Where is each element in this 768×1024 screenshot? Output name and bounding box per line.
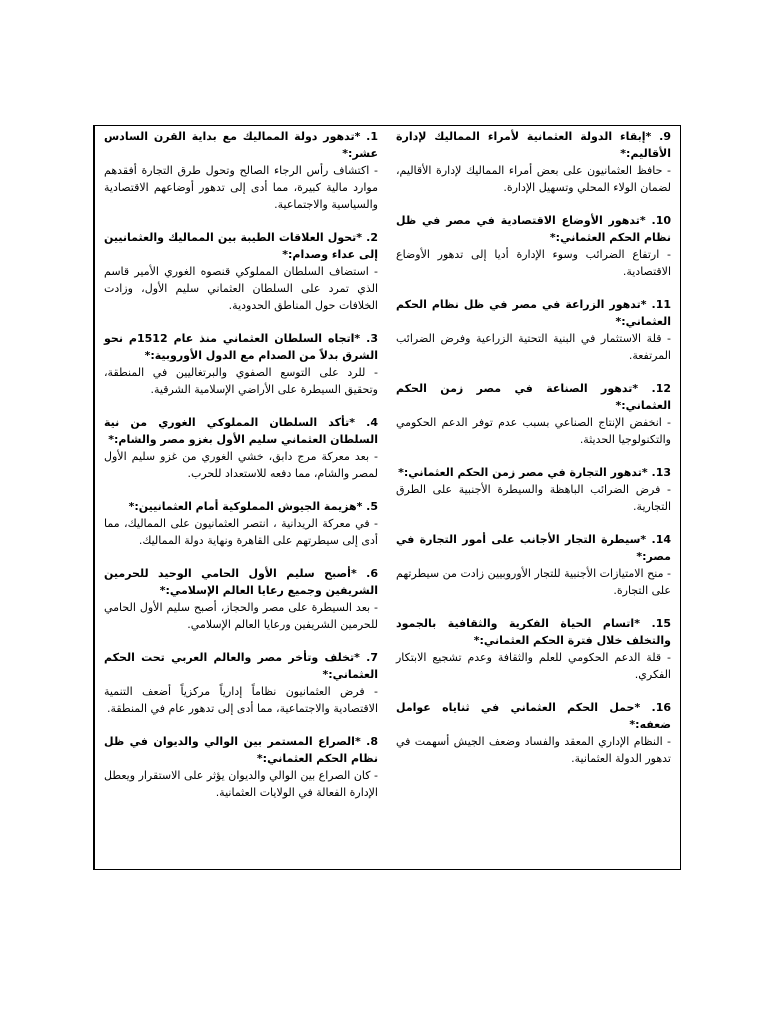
item-title: 15. *اتسام الحياة الفكرية والثقافية بالجمود والتخلف خلال فترة الحكم العثماني:*	[396, 617, 671, 647]
item-title: 11. *تدهور الزراعة في مصر في ظل نظام الحكم العثماني:*	[396, 298, 671, 328]
list-item	[104, 649, 378, 717]
left-column	[387, 126, 680, 869]
list-item	[396, 212, 671, 280]
item-body: - قلة الدعم الحكومي للعلم والثقافة وعدم تشجيع الابتكار الفكري.	[396, 651, 671, 681]
list-item	[104, 330, 378, 398]
item-body: - ارتفاع الضرائب وسوء الإدارة أديا إلى تدهور الأوضاع الاقتصادية.	[396, 248, 671, 278]
item-body: - في معركة الريدانية ، انتصر العثمانيون على المماليك، مما أدى إلى سيطرتهم على القاهرة ونهاية دولة المماليك.	[104, 517, 378, 547]
list-item	[104, 565, 378, 633]
item-body: - فرض العثمانيون نظاماً إدارياً مركزياً أضعف التنمية الاقتصادية والاجتماعية، مما أدى إلى تدهور عام في المنطقة.	[104, 685, 378, 715]
list-item	[396, 531, 671, 599]
item-title: 7. *تخلف وتأخر مصر والعالم العربي تحت الحكم العثماني:*	[104, 651, 378, 681]
item-title: 1. *تدهور دولة المماليك مع بداية القرن السادس عشر:*	[104, 130, 378, 160]
item-body: - كان الصراع بين الوالي والديوان يؤثر على الاستقرار ويعطل الإدارة الفعالة في الولايات العثمانية.	[104, 769, 378, 799]
list-item	[104, 414, 378, 482]
item-body: - استضاف السلطان المملوكي قنصوه الغوري الأمير قاسم الذي تمرد على السلطان العثماني سليم الأول، وزادت الخلافات حول المناطق الحدودية.	[104, 265, 378, 312]
item-title: 5. *هزيمة الجيوش المملوكية أمام العثمانيين:*	[128, 500, 378, 513]
list-item	[396, 699, 671, 767]
item-body: - حافظ العثمانيون على بعض أمراء المماليك لإدارة الأقاليم، لضمان الولاء المحلي وتسهيل الإدارة.	[396, 164, 671, 194]
item-body: - اكتشاف رأس الرجاء الصالح وتحول طرق التجارة أفقدهم موارد مالية كبيرة، مما أدى إلى تدهور أوضاعهم الاقتصادية والسياسية والاجتماعية.	[104, 164, 378, 211]
list-item	[396, 615, 671, 683]
right-column	[94, 126, 387, 869]
item-title: 16. *حمل الحكم العثماني في ثناياه عوامل ضعفه:*	[396, 701, 671, 731]
item-body: - للرد على التوسع الصفوي والبرتغاليين في المنطقة، وتحقيق السيطرة على الأراضي الإسلامية الشرقية.	[104, 366, 378, 396]
item-body: - منح الامتيازات الأجنبية للتجار الأوروبيين زادت من سيطرتهم على التجارة.	[396, 567, 671, 597]
item-title: 4. *تأكد السلطان المملوكي الغوري من نية السلطان العثماني سليم الأول بغزو مصر والشام:*	[104, 416, 378, 446]
item-title: 6. *أصبح سليم الأول الحامي الوحيد للحرمين الشريفين وجميع رعايا العالم الإسلامي:*	[104, 567, 378, 597]
item-title: 12. *تدهور الصناعة في مصر زمن الحكم العثماني:*	[396, 382, 671, 412]
list-item	[104, 733, 378, 801]
item-body: - بعد معركة مرج دابق، خشي الغوري من غزو سليم الأول لمصر والشام، مما دفعه للاستعداد للحرب.	[104, 450, 378, 480]
item-title: 2. *تحول العلاقات الطيبة بين المماليك والعثمانيين إلى عداء وصدام:*	[104, 231, 378, 261]
list-item	[396, 464, 671, 515]
list-item	[104, 128, 378, 213]
item-body: - النظام الإداري المعقد والفساد وضعف الجيش أسهمت في تدهور الدولة العثمانية.	[396, 735, 671, 765]
list-item	[396, 296, 671, 364]
list-item	[104, 498, 378, 549]
item-body: - فرض الضرائب الباهظة والسيطرة الأجنبية على الطرق التجارية.	[396, 483, 671, 513]
item-title: 14. *سيطرة التجار الأجانب على أمور التجارة في مصر:*	[396, 533, 671, 563]
item-title: 3. *اتجاه السلطان العثماني منذ عام 1512م نحو الشرق بدلاً من الصدام مع الدول الأوروبية:*	[104, 332, 378, 362]
item-title: 13. *تدهور التجارة في مصر زمن الحكم العثماني:*	[398, 466, 671, 479]
item-title: 8. *الصراع المستمر بين الوالي والديوان في ظل نظام الحكم العثماني:*	[104, 735, 378, 765]
item-title: 9. *إبقاء الدولة العثمانية لأمراء المماليك لإدارة الأقاليم:*	[396, 130, 671, 160]
list-item	[104, 229, 378, 314]
content-table	[93, 125, 681, 870]
item-title: 10. *تدهور الأوضاع الاقتصادية في مصر في ظل نظام الحكم العثماني:*	[396, 214, 671, 244]
list-item	[396, 128, 671, 196]
item-body: - بعد السيطرة على مصر والحجاز، أصبح سليم الأول الحامي للحرمين الشريفين ورعايا العالم الإسلامي.	[104, 601, 378, 631]
item-body: - قلة الاستثمار في البنية التحتية الزراعية وفرض الضرائب المرتفعة.	[396, 332, 671, 362]
list-item	[396, 380, 671, 448]
item-body: - انخفض الإنتاج الصناعي بسبب عدم توفر الدعم الحكومي والتكنولوجيا الحديثة.	[396, 416, 671, 446]
